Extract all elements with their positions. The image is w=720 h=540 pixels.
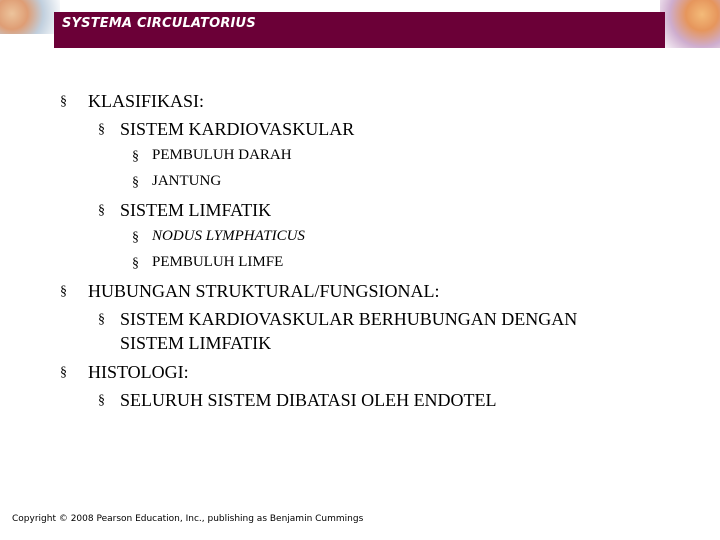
item-histologi-detail: SELURUH SISTEM DIBATASI OLEH ENDOTEL [120, 390, 497, 410]
item-nodus-lymphaticus: NODUS LYMPHATICUS [152, 228, 305, 244]
corner-decoration-right [660, 0, 720, 48]
bullet-icon: § [132, 256, 139, 271]
bullet-icon: § [60, 94, 67, 109]
corner-decoration-left [0, 0, 60, 34]
item-sistem-kardiovaskular: SISTEM KARDIOVASKULAR [120, 119, 355, 139]
item-jantung: JANTUNG [152, 173, 222, 189]
bullet-icon: § [98, 312, 105, 327]
bullet-icon: § [98, 203, 105, 218]
bullet-icon: § [60, 284, 67, 299]
item-hubungan-detail-line1: SISTEM KARDIOVASKULAR BERHUBUNGAN DENGAN [120, 309, 578, 329]
bullet-icon: § [60, 365, 67, 380]
slide-title: SYSTEMA CIRCULATORIUS [62, 16, 256, 31]
item-hubungan-detail-line2: SISTEM LIMFATIK [120, 333, 272, 353]
item-pembuluh-limfe: PEMBULUH LIMFE [152, 254, 284, 270]
item-pembuluh-darah: PEMBULUH DARAH [152, 147, 292, 163]
bullet-icon: § [132, 149, 139, 164]
item-klasifikasi: KLASIFIKASI: [88, 91, 205, 111]
title-bar [54, 12, 665, 48]
item-sistem-limfatik: SISTEM LIMFATIK [120, 200, 272, 220]
bullet-icon: § [132, 230, 139, 245]
bullet-icon: § [98, 122, 105, 137]
item-hubungan: HUBUNGAN STRUKTURAL/FUNGSIONAL: [88, 281, 440, 301]
bullet-icon: § [98, 393, 105, 408]
bullet-icon: § [132, 175, 139, 190]
copyright-notice: Copyright © 2008 Pearson Education, Inc., publishing as Benjamin Cummings [12, 514, 364, 524]
item-histologi: HISTOLOGI: [88, 362, 189, 382]
